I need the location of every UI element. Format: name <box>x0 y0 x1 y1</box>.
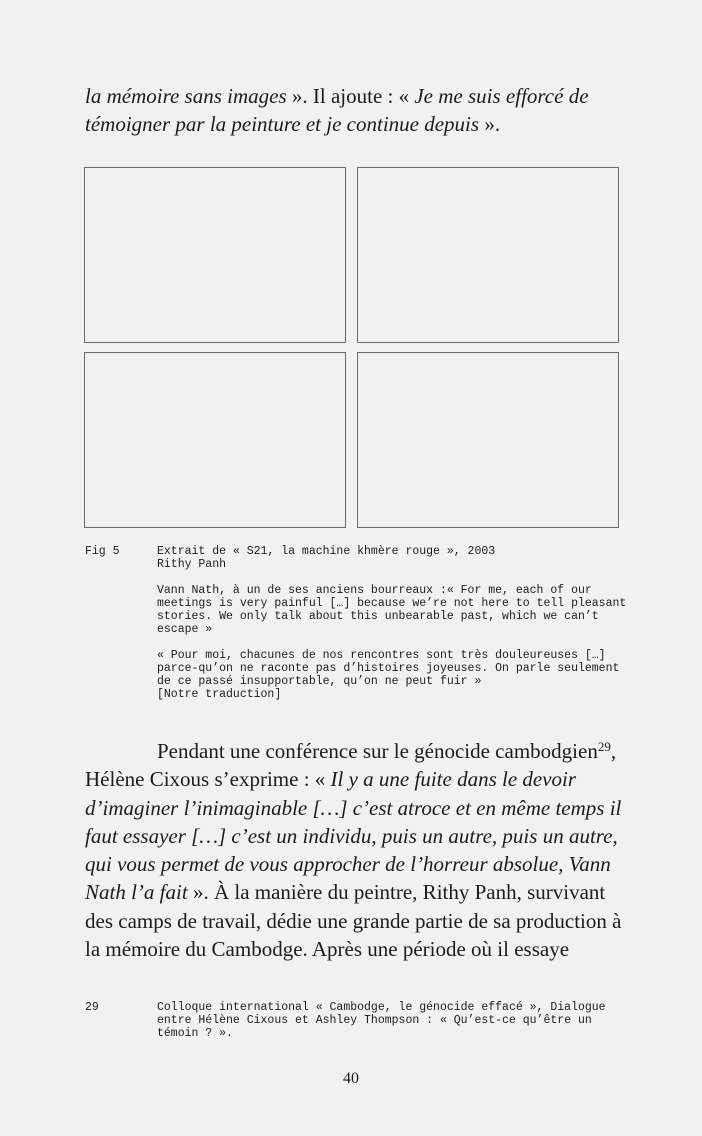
figure-quote-en: Vann Nath, à un de ses anciens bourreaux :« For me, each of our meetings is very painful […] because we’re not here to tell pleasant stories. We only talk about this unbearable past, which we can’t escape » <box>157 584 627 636</box>
main-quote-italic: Il y a une fuite dans le devoir d’imaginer l’inimaginable […] c’est atroce et en même temps il faut essayer […] c’est un individu, puis un autre, puis un autre, qui vous permet de vous approcher de l’horreur absolue, Vann Nath l’a fait <box>85 767 622 905</box>
figure-quote-fr: « Pour moi, chacunes de nos rencontres sont très douleureuses […] parce-qu’on ne raconte pas d’histoires joyeuses. On parle seulement de ce passé insupportable, qu’on ne peut fuir » <box>157 649 620 688</box>
main-text-1: Pendant une conférence sur le génocide cambodgien <box>157 739 598 763</box>
intro-italic-2: Je me suis efforcé de témoigner par la peinture et je continue depuis <box>85 84 589 136</box>
image-frame <box>357 352 619 528</box>
footnote-reference[interactable]: 29 <box>597 739 611 754</box>
figure-label: Fig 5 <box>85 545 120 558</box>
page-number: 40 <box>343 1070 359 1087</box>
intro-italic-1: la mémoire sans images <box>85 84 287 108</box>
footnote-number: 29 <box>85 1001 99 1014</box>
footnote-text: Colloque international « Cambodge, le génocide effacé », Dialogue entre Hélène Cixous et Ashley Thompson : « Qu’est-ce qu’être un témoin ? ». <box>157 1001 606 1040</box>
figure-author: Rithy Panh <box>157 558 227 571</box>
intro-text-1: ». Il ajoute : « <box>286 84 410 108</box>
image-frame <box>84 167 346 343</box>
image-frame <box>84 352 346 528</box>
main-text-3: ». À la manière du peintre, Rithy Panh, survivant des camps de travail, dédie une grande partie de sa production à la mémoire du Cambodge. Après une période où il essaye <box>85 880 622 962</box>
image-frame <box>357 167 619 343</box>
figure-title: Extrait de « S21, la machine khmère rouge », 2003 <box>157 545 496 558</box>
main-paragraph <box>85 737 625 963</box>
figure-image-grid <box>84 167 619 528</box>
figure-caption-body <box>157 545 627 701</box>
intro-text-2: ». <box>479 112 501 136</box>
main-text-2: , Hélène Cixous s’exprime : « <box>85 739 617 792</box>
figure-translation-note: [Notre traduction] <box>157 688 282 701</box>
intro-paragraph <box>85 82 625 138</box>
